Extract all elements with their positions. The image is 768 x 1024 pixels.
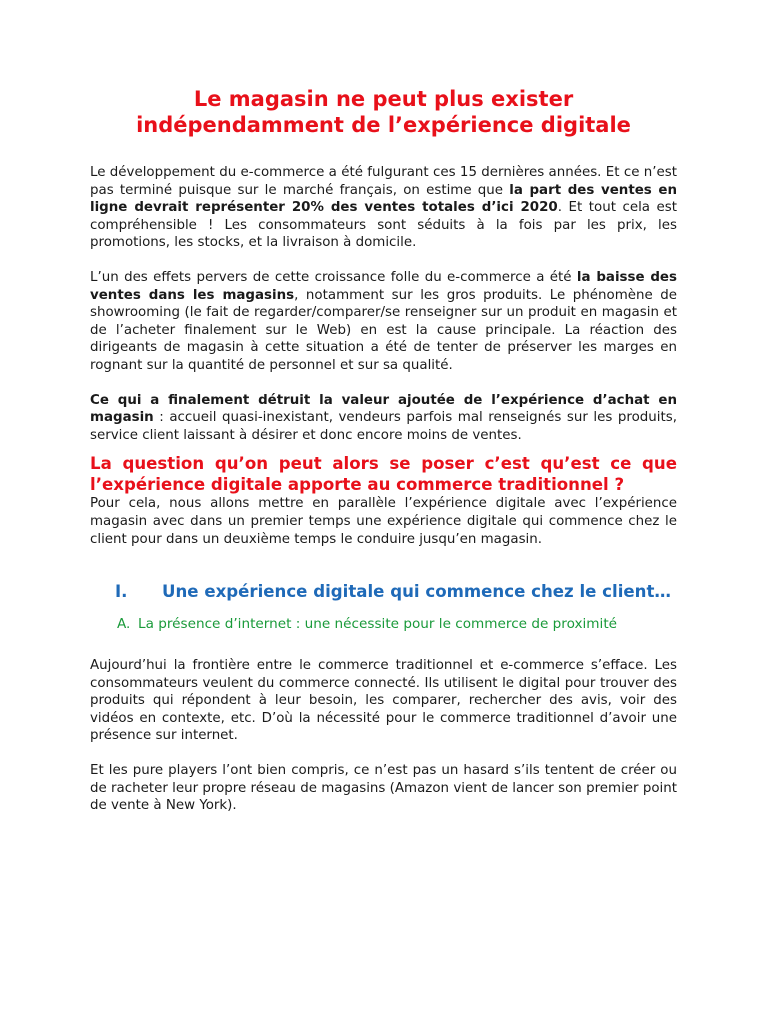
paragraph-text: : accueil quasi-inexistant, vendeurs parfois mal renseignés sur les produits, service client laissant à désirer et donc encore moins de ventes. [90,410,677,443]
paragraph-ecommerce-growth [90,164,677,252]
document-page [90,86,677,815]
title-line-1: Le magasin ne peut plus exister [193,87,574,111]
subsection-title: La présence d’internet : une nécessite pour le commerce de proximité [138,616,618,633]
paragraph-text: L’un des effets pervers de cette croissance folle du e-commerce a été [90,269,577,285]
title-line-2: indépendamment de l’expérience digitale [136,113,631,137]
paragraph-pure-players: Et les pure players l’ont bien compris, ce n’est pas un hasard s’ils tentent de créer ou de racheter leur propre réseau de magasins (Amazon vient de lancer son premier point de vente à New York). [90,763,677,814]
question-heading: La question qu’on peut alors se poser c’est qu’est ce que l’expérience digitale apporte au commerce traditionnel ? [90,454,677,494]
section-title: Une expérience digitale qui commence chez le client… [162,582,671,602]
paragraph-text: , notamment sur les gros produits. Le phénomène de showrooming (le fait de regarder/comparer/se renseigner sur un produit en magasin et de l’acheter finalement sur le Web) en est la cause principale. La réaction des dirigeants de magasin à cette situation a été de tenter de préserver les marges en rognant sur la quantité de personnel et sur sa qualité. [90,287,677,373]
document-title [90,86,677,138]
paragraph-emphasis: Ce qui a finalement détruit la valeur ajoutée de l’expérience d’achat en magasin [90,392,677,426]
paragraph-emphasis: la baisse des ventes dans les magasins [90,269,677,303]
paragraph-text: Le développement du e-commerce a été fulgurant ces 15 dernières années. Et ce n’est pas terminé puisque sur le marché français, on estime que [90,165,677,198]
paragraph-emphasis: la part des ventes en ligne devrait représenter 20% des ventes totales d’ici 2020 [90,182,678,216]
paragraph-plan: Pour cela, nous allons mettre en parallèle l’expérience digitale avec l’expérience magasin avec dans un premier temps une expérience digitale qui commence chez le client pour dans un deuxième temps le conduire jusqu’en magasin. [90,496,677,547]
section-heading [90,581,677,602]
paragraph-text: . Et tout cela est compréhensible ! Les consommateurs sont séduits à la fois par les prix, les promotions, les stocks, et la livraison à domicile. [90,200,677,251]
paragraph-connected-commerce: Aujourd’hui la frontière entre le commerce traditionnel et e-commerce s’efface. Les consommateurs veulent du commerce connecté. Ils utilisent le digital pour trouver des produits qui répondent à leur besoin, les comparer, rechercher des avis, voir des vidéos en contexte, etc. D’où la nécessité pour le commerce traditionnel d’avoir une présence sur internet. [90,658,677,744]
paragraph-store-sales-decline [90,269,677,375]
paragraph-value-destroyed [90,392,677,445]
subsection-number: A. [117,616,131,633]
subsection-heading [90,615,677,633]
section-number: I. [115,582,128,602]
